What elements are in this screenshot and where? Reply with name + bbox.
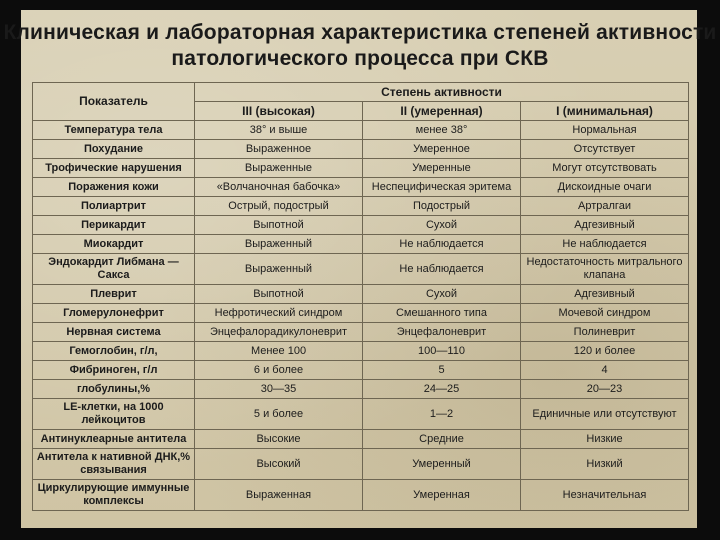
value-moderate: 100—110 <box>363 342 521 361</box>
table-body <box>33 121 689 511</box>
value-moderate: Сухой <box>363 285 521 304</box>
value-high: Высокий <box>195 449 363 480</box>
table-row <box>33 235 689 254</box>
value-moderate: Подострый <box>363 197 521 216</box>
row-parameter: Миокардит <box>33 235 195 254</box>
value-high: 30—35 <box>195 380 363 399</box>
table-row <box>33 197 689 216</box>
value-minimal: Не наблюдается <box>521 235 689 254</box>
row-parameter: Плеврит <box>33 285 195 304</box>
table-row <box>33 342 689 361</box>
row-parameter: глобулины,% <box>33 380 195 399</box>
table-row <box>33 304 689 323</box>
activity-table <box>32 82 689 511</box>
value-high: «Волчаночная бабочка» <box>195 178 363 197</box>
row-parameter: Антитела к нативной ДНК,% связывания <box>33 449 195 480</box>
activity-group-header: Степень активности <box>195 83 689 102</box>
value-moderate: Энцефалоневрит <box>363 323 521 342</box>
value-high: Выраженная <box>195 480 363 511</box>
value-minimal: Полиневрит <box>521 323 689 342</box>
value-minimal: Дискоидные очаги <box>521 178 689 197</box>
table-row <box>33 480 689 511</box>
row-parameter: Фибриноген, г/л <box>33 361 195 380</box>
column-header-moderate: II (умеренная) <box>363 102 521 121</box>
row-parameter: Полиартрит <box>33 197 195 216</box>
row-parameter: Похудание <box>33 140 195 159</box>
value-moderate: Сухой <box>363 216 521 235</box>
value-minimal: Артралгаи <box>521 197 689 216</box>
value-minimal: Адгезивный <box>521 285 689 304</box>
value-moderate: Неспецифическая эритема <box>363 178 521 197</box>
value-high: 38° и выше <box>195 121 363 140</box>
value-high: 5 и более <box>195 399 363 430</box>
value-high: Выпотной <box>195 216 363 235</box>
value-minimal: Адгезивный <box>521 216 689 235</box>
value-minimal: Недостаточность митрального клапана <box>521 254 689 285</box>
column-header-high: III (высокая) <box>195 102 363 121</box>
value-moderate: менее 38° <box>363 121 521 140</box>
table-row <box>33 430 689 449</box>
value-high: Энцефалорадикулоневрит <box>195 323 363 342</box>
row-parameter: Трофические нарушения <box>33 159 195 178</box>
value-moderate: Средние <box>363 430 521 449</box>
value-high: Выраженный <box>195 254 363 285</box>
value-high: Менее 100 <box>195 342 363 361</box>
value-moderate: Не наблюдается <box>363 254 521 285</box>
value-high: Выраженные <box>195 159 363 178</box>
value-high: Нефротический синдром <box>195 304 363 323</box>
param-header: Показатель <box>33 83 195 121</box>
value-moderate: Смешанного типа <box>363 304 521 323</box>
row-parameter: Температура тела <box>33 121 195 140</box>
table-row <box>33 178 689 197</box>
row-parameter: LE-клетки, на 1000 лейкоцитов <box>33 399 195 430</box>
table-row <box>33 285 689 304</box>
row-parameter: Перикардит <box>33 216 195 235</box>
row-parameter: Антинуклеарные антитела <box>33 430 195 449</box>
table-row <box>33 449 689 480</box>
table-row <box>33 159 689 178</box>
value-moderate: Не наблюдается <box>363 235 521 254</box>
row-parameter: Гемоглобин, г/л, <box>33 342 195 361</box>
value-minimal: Нормальная <box>521 121 689 140</box>
value-moderate: Умеренная <box>363 480 521 511</box>
value-minimal: Единичные или отсутствуют <box>521 399 689 430</box>
column-header-minimal: I (минимальная) <box>521 102 689 121</box>
value-minimal: Низкий <box>521 449 689 480</box>
value-high: Высокие <box>195 430 363 449</box>
value-minimal: 20—23 <box>521 380 689 399</box>
value-minimal: Мочевой синдром <box>521 304 689 323</box>
row-parameter: Циркулирующие иммунные комплексы <box>33 480 195 511</box>
value-high: Выпотной <box>195 285 363 304</box>
value-high: Выраженный <box>195 235 363 254</box>
value-high: 6 и более <box>195 361 363 380</box>
value-minimal: 4 <box>521 361 689 380</box>
table-row <box>33 361 689 380</box>
value-moderate: 5 <box>363 361 521 380</box>
table-row <box>33 121 689 140</box>
table-row <box>33 254 689 285</box>
value-moderate: Умеренный <box>363 449 521 480</box>
value-moderate: 1—2 <box>363 399 521 430</box>
value-high: Выраженное <box>195 140 363 159</box>
activity-table-container <box>32 82 688 511</box>
value-moderate: Умеренные <box>363 159 521 178</box>
row-parameter: Эндокардит Либмана — Сакса <box>33 254 195 285</box>
table-row <box>33 399 689 430</box>
value-minimal: Незначительная <box>521 480 689 511</box>
row-parameter: Гломерулонефрит <box>33 304 195 323</box>
value-minimal: Могут отсутствовать <box>521 159 689 178</box>
table-row <box>33 140 689 159</box>
value-minimal: Отсутствует <box>521 140 689 159</box>
row-parameter: Нервная система <box>33 323 195 342</box>
value-moderate: Умеренное <box>363 140 521 159</box>
value-moderate: 24—25 <box>363 380 521 399</box>
table-row <box>33 323 689 342</box>
value-minimal: Низкие <box>521 430 689 449</box>
table-row <box>33 380 689 399</box>
slide-title: Клиническая и лабораторная характеристика степеней активности патологического процесса при СКВ <box>3 21 717 70</box>
value-high: Острый, подострый <box>195 197 363 216</box>
row-parameter: Поражения кожи <box>33 178 195 197</box>
table-row <box>33 216 689 235</box>
value-minimal: 120 и более <box>521 342 689 361</box>
